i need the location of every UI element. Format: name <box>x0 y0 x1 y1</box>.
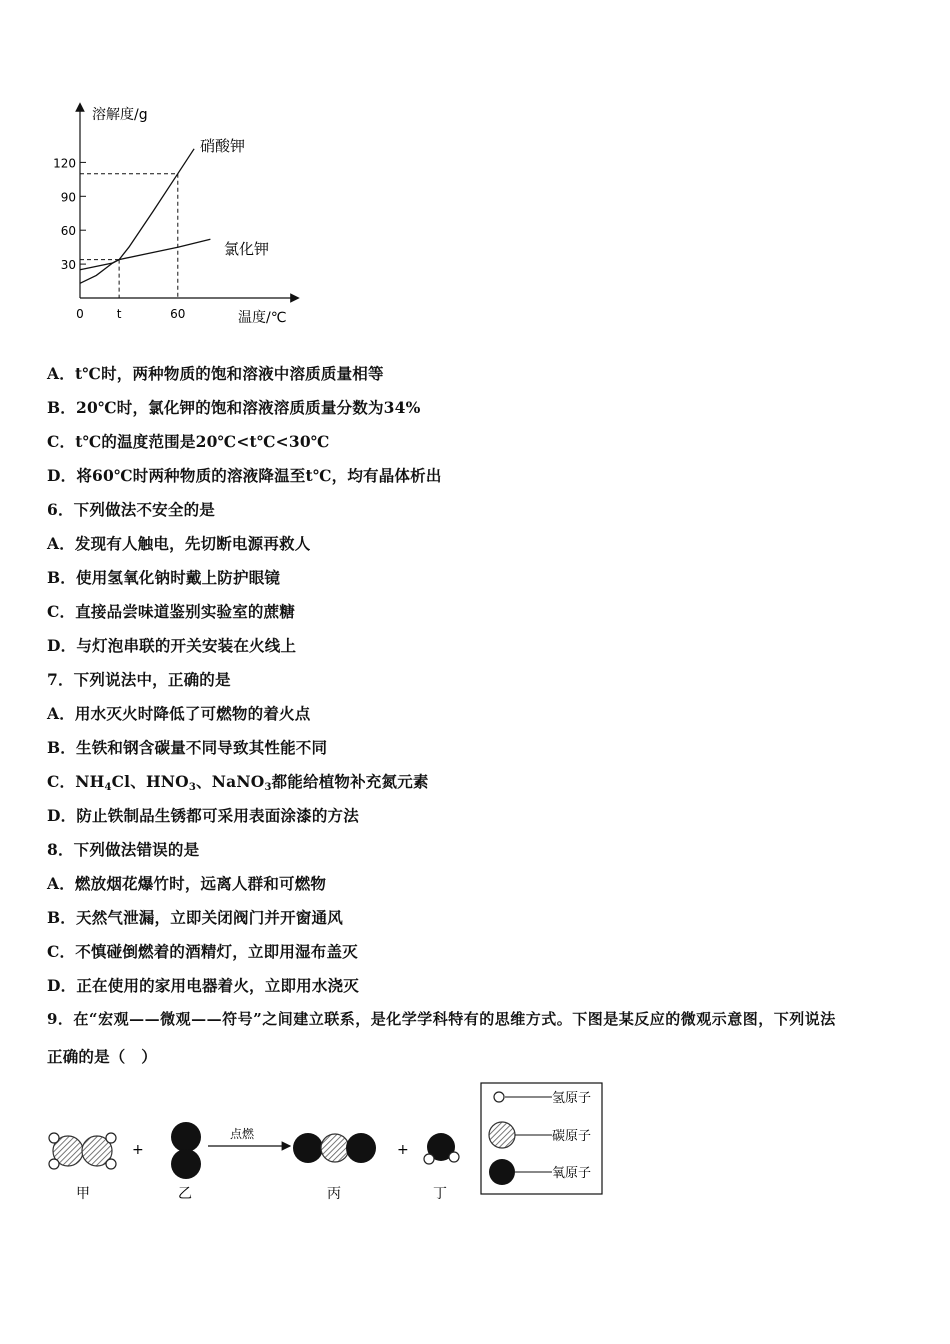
plus-sign-2: + <box>397 1142 409 1158</box>
y-tick-label: 30 <box>60 258 76 273</box>
legend-carbon: 碳原子 <box>552 1129 592 1144</box>
q5-option-a: A．t℃时，两种物质的饱和溶液中溶质质量相等 <box>47 364 384 383</box>
x-axis-label: 温度/℃ <box>238 310 287 326</box>
x-tick-label: 60 <box>170 307 186 321</box>
q5-option-b: B．20℃时，氯化钾的饱和溶液溶质质量分数为34% <box>47 398 421 417</box>
label-bing: 丙 <box>327 1186 341 1202</box>
plus-sign-1: + <box>132 1142 144 1158</box>
q7-option-a: A．用水灭火时降低了可燃物的着火点 <box>47 704 311 723</box>
molecule-jia <box>49 1133 116 1169</box>
series-line-potassium-nitrate <box>80 149 194 283</box>
x-tick-label: 0 <box>76 307 84 321</box>
series-label: 硝酸钾 <box>200 137 246 155</box>
q6-option-c: C．直接品尝味道鉴别实验室的蔗糖 <box>47 602 296 621</box>
q7-option-c: C．$NH_4Cl$、$HNO_3$、NaNO$_3$都能给植物补充氮元素 <box>47 772 429 793</box>
q6-option-b: B．使用氢氧化钠时戴上防护眼镜 <box>47 568 281 587</box>
reaction-condition: 点燃 <box>230 1127 255 1141</box>
molecule-bing <box>293 1133 376 1163</box>
carbon-atom-icon <box>489 1122 515 1148</box>
legend-hydrogen: 氢原子 <box>552 1091 592 1106</box>
label-jia: 甲 <box>76 1186 90 1202</box>
hydrogen-atom-icon <box>494 1092 504 1102</box>
q9-stem-line1: 9．在“宏观——微观——符号”之间建立联系，是化学学科特有的思维方式。下图是某反应的微观示意图，下列说法 <box>47 1010 836 1028</box>
q6-option-a: A．发现有人触电，先切断电源再救人 <box>47 534 311 553</box>
q9-stem-line2: 正确的是（ ） <box>47 1047 157 1066</box>
reaction-diagram <box>40 1080 610 1205</box>
q5-option-d: D．将60℃时两种物质的溶液降温至t℃，均有晶体析出 <box>47 466 442 485</box>
molecule-yi <box>171 1122 201 1179</box>
y-tick-label: 120 <box>53 156 76 171</box>
legend-oxygen: 氧原子 <box>552 1166 592 1181</box>
oxygen-atom-icon <box>489 1159 515 1185</box>
y-tick-label: 90 <box>60 190 76 205</box>
atom-legend <box>481 1083 602 1194</box>
series-line-potassium-chloride <box>80 239 210 270</box>
q8-option-c: C．不慎碰倒燃着的酒精灯，立即用湿布盖灭 <box>47 942 358 961</box>
q5-option-c: C．t℃的温度范围是20℃<t℃<30℃ <box>47 432 330 451</box>
y-tick-label: 60 <box>60 224 76 239</box>
q6-stem: 6．下列做法不安全的是 <box>47 500 215 519</box>
q8-option-d: D．正在使用的家用电器着火，立即用水浇灭 <box>47 976 359 995</box>
q8-stem: 8．下列做法错误的是 <box>47 840 200 859</box>
label-yi: 乙 <box>178 1186 192 1202</box>
x-tick-label: t <box>116 307 122 321</box>
label-ding: 丁 <box>433 1186 447 1202</box>
solubility-chart <box>40 95 310 335</box>
q6-option-d: D．与灯泡串联的开关安装在火线上 <box>47 636 297 655</box>
molecule-ding <box>424 1133 459 1164</box>
q8-option-b: B．天然气泄漏，立即关闭阀门并开窗通风 <box>47 908 343 927</box>
q7-stem: 7．下列说法中，正确的是 <box>47 670 231 689</box>
q7-option-b: B．生铁和钢含碳量不同导致其性能不同 <box>47 738 328 757</box>
y-axis-label: 溶解度/g <box>92 107 148 123</box>
q8-option-a: A．燃放烟花爆竹时，远离人群和可燃物 <box>47 874 327 893</box>
q7-option-d: D．防止铁制品生锈都可采用表面涂漆的方法 <box>47 806 359 825</box>
series-label: 氯化钾 <box>224 240 270 258</box>
